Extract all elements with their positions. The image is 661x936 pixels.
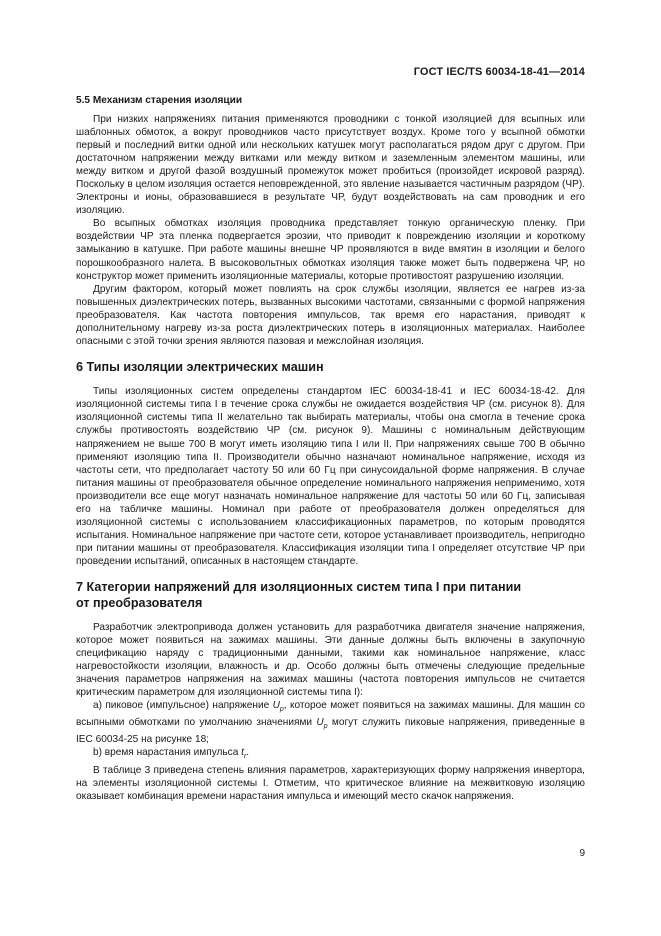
section-7-heading-line-2: от преобразователя xyxy=(76,595,203,610)
section-5-5-paragraph-1: При низких напряжениях питания применяются проводники с тонкой изоляцией для всыпных или шаблонных обмоток, а вокруг проводников часто присутствует воздух. Кроме того у всыпной обмотки первый и последний витки одной или нескольких катушек могут располагаться рядом друг с другом. При достаточном напряжении между витками или между витком и заземленным элементом машины, или между витком и другой фазой воздушный промежуток может пробиться (произойдет искровой разряд). Поскольку в целом изоляция остается неповрежденной, это явление называется частичным разрядом (ЧР). Электроны и ионы, образовавшиеся в результате ЧР, будут воздействовать на сам проводник и его изоляцию. xyxy=(76,114,585,217)
page-content xyxy=(76,94,585,803)
section-7-paragraph-1: Разработчик электропривода должен установить для разработчика двигателя значение напряжения, которое может появиться на зажимах машины. Эти данные должны быть включены в закупочную спецификацию наряду с традиционными данными, такими как номинальное напряжение, класс нагревостойкости изоляции, влажность и др. Особо должны быть отмечены следующие предельные значения параметров напряжения на зажимах машины (частота повторения импульсов не считается критическим параметром для изоляционной системы типа I): xyxy=(76,622,585,699)
page-number: 9 xyxy=(579,848,585,859)
section-6-paragraph-1: Типы изоляционных систем определены стандартом IEC 60034-18-41 и IEC 60034-18-42. Для изоляционной системы типа I в течение срока службы не ожидается воздействия ЧР (см. рисунок 8). Для изоляционной системы типа II желательно так выбирать материалы, чтобы она смогла в течение срока службы противостоять воздействию ЧР (см. рисунок 9). Машины с номинальным действующим напряжением не выше 700 В могут иметь изоляцию типа I или II. При напряжениях свыше 700 В обычно применяют изоляцию типа II. Производители обычно назначают номинальное напряжение, исходя из частоты сети, что предполагает частоту 50 или 60 Гц при синусоидальной форме напряжения. В случае питания машины от преобразователя обычное определение номинального напряжения неприменимо, хотя производители все еще могут назначать номинальное напряжение для частоты 50 или 60 Гц, записывая его на табличке машины. Номинал при работе от преобразователя должен определяться для изоляционной системы с использованием классификационных параметров, по которым проводятся испытания. Номинальное напряжение при частоте сети, которое устанавливает производитель, непригодно при питании машины от преобразователя. Классификация изоляции типа I определяет отсутствие ЧР при проведении испытаний, описанных в настоящем стандарте. xyxy=(76,386,585,567)
section-7-heading-line-1: 7 Категории напряжений для изоляционных систем типа I при питании xyxy=(76,580,522,594)
section-5-5-paragraph-3: Другим фактором, который может повлиять на срок службы изоляции, является ее нагрев из-за повышенных диэлектрических потерь, вызванных высокими частотами, связанными с формой напряжения преобразователя. Как частота повторения импульсов, так время его нарастания, приводят к дополнительному нагреву из-за роста диэлектрических потерь в изоляционных материалах. Наиболее опасными с этой точки зрения являются пазовая и межслойная изоляция. xyxy=(76,283,585,347)
section-5-5-paragraph-2: Во всыпных обмотках изоляция проводника представляет тонкую органическую пленку. При воздействии ЧР эта пленка подвергается эрозии, что приводит к повреждению изоляции и короткому замыканию в катушке. При работе машины внешне ЧР проявляются в виде вмятин в изоляции и белого порошкообразного налета. В высоковольтных обмотках изоляция также может быть подвержена ЧР, но конструктор может применить изоляционные материалы, которые противостоят разрушению изоляции. xyxy=(76,218,585,282)
section-5-5-heading: 5.5 Механизм старения изоляции xyxy=(76,95,243,106)
document-code-header: ГОСТ IEC/TS 60034-18-41—2014 xyxy=(413,66,585,78)
section-7-paragraph-2: В таблице 3 приведена степень влияния параметров, характеризующих форму напряжения инвертора, на элементы изоляционной системы I. Отметим, что критическое влияние на межвитковую изоляцию оказывает комбинация времени нарастания импульса и имеющий место скачок напряжения. xyxy=(76,764,585,802)
section-7-item-b: b) время нарастания импульса $t_r$. xyxy=(93,747,250,761)
section-7-item-a: а) пиковое (импульсное) напряжение $U_p$, которое может появиться на зажимах машины. Для машин со всыпными обмотками по умолчанию значениями $U_p$ могут служить пиковые напряжения, приведенные в IEC 60034-25 на рисунке 18; xyxy=(76,700,585,746)
section-6-heading: 6 Типы изоляции электрических машин xyxy=(76,359,324,374)
section-7-heading xyxy=(76,580,585,611)
